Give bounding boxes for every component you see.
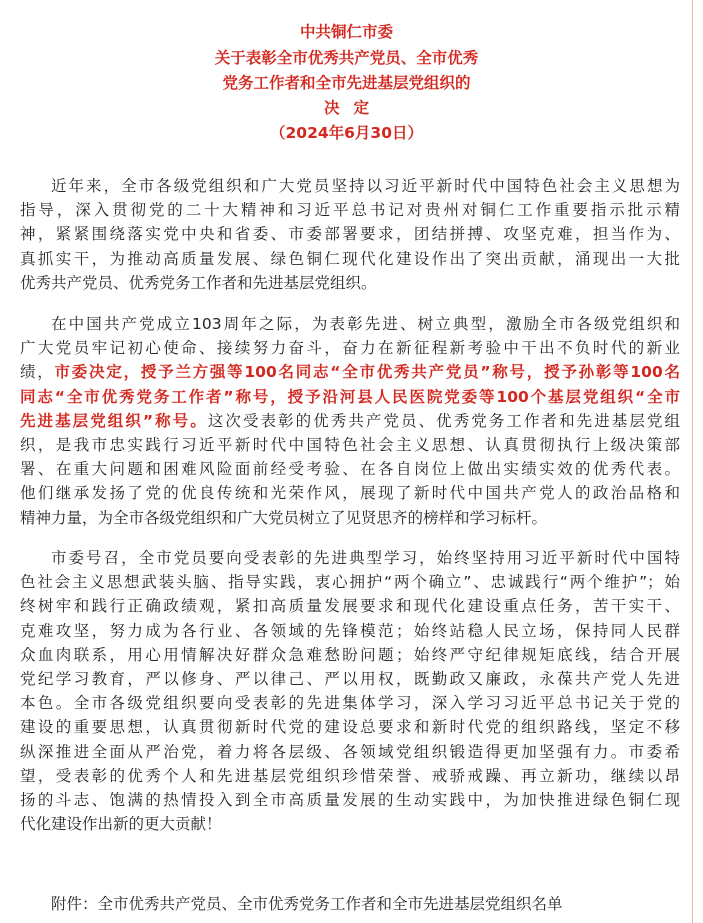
document-title-decision: 决定 <box>323 99 383 117</box>
paragraph-line: 精神力量，为全市各级党组织和广大党员树立了见贤思齐的榜样和学习标杆。 <box>20 508 548 527</box>
paragraph-line: 纵深推进全面从严治党，着力将各层级、各领域党组织锻造得更加坚强有力。市委希 <box>20 742 680 761</box>
paragraph-text: 这次受表彰的优秀共产党员、优秀党务工作者和先进基层党组 <box>207 411 680 430</box>
document-issuer: 中共铜仁市委 <box>299 23 393 41</box>
paragraph-intro <box>20 174 680 295</box>
document-date: （2024年6月30日） <box>270 124 423 142</box>
paragraph-line: 织，是我市忠实践行习近平新时代中国特色社会主义思想、认真贯彻执行上级决策部 <box>20 435 680 454</box>
paragraph-line <box>20 360 680 384</box>
paragraph-text: 绩， <box>20 363 55 382</box>
paragraph-line: 本色。全市各级党组织要向受表彰的先进集体学习，深入学习习近平总书记关于党的 <box>20 694 680 713</box>
document-title-line-1: 关于表彰全市优秀共产党员、全市优秀 <box>214 49 479 67</box>
decision-highlight: 市委决定，授予兰方强等100名同志“全市优秀共产党员”称号，授予孙彰等100名 <box>54 363 680 382</box>
paragraph-line: 近年来，全市各级党组织和广大党员坚持以习近平新时代中国特色社会主义思想为 <box>51 177 680 195</box>
paragraph-line: 神，紧紧围绕落实党中央和省委、市委部署要求，团结拼搏、攻坚克难，担当作为、 <box>20 225 680 244</box>
attachment-note: 附件：全市优秀共产党员、全市优秀党务工作者和全市先进基层党组织名单 <box>51 895 563 913</box>
paragraph-line: 真抓实干，为推动高质量发展、绿色铜仁现代化建设作出了突出贡献，涌现出一大批 <box>20 249 680 268</box>
paragraph-line: 他们继承发扬了党的优良传统和光荣作风，展现了新时代中国共产党人的政治品格和 <box>20 484 680 503</box>
paragraph-line: 扬的斗志、饱满的热情投入到全市高质量发展的生动实践中，为加快推进绿色铜仁现 <box>20 790 680 809</box>
paragraph-line: 色社会主义思想武装头脑、指导实践，衷心拥护“两个确立”、忠诚践行“两个维护”；始 <box>20 573 680 592</box>
paragraph-line: 优秀共产党员、优秀党务工作者和先进基层党组织。 <box>20 273 377 292</box>
document-title-line-2: 党务工作者和全市先进基层党组织的 <box>222 74 471 92</box>
paragraph-line: 署、在重大问题和困难风险面前经受考验、在各自岗位上做出实绩实效的优秀代表。 <box>20 460 680 479</box>
paragraph-line <box>20 409 680 433</box>
paragraph-line: 指导，深入贯彻党的二十大精神和习近平总书记对贵州对铜仁工作重要指示批示精 <box>20 201 680 220</box>
paragraph-line: 代化建设作出新的更大贡献！ <box>20 815 222 834</box>
decision-highlight: 同志“全市优秀党务工作者”称号，授予沿河县人民医院党委等100个基层党组织“全市 <box>20 387 680 406</box>
paragraph-line: 终树牢和践行正确政绩观，紧扣高质量发展要求和现代化建设重点任务，苦干实干、 <box>20 597 680 616</box>
paragraph-line: 市委号召，全市党员要向受表彰的先进典型学习，始终坚持用习近平新时代中国特 <box>51 549 680 567</box>
paragraph-decision <box>20 312 680 530</box>
paragraph-call-to-action <box>20 546 680 836</box>
paragraph-line: 望，受表彰的优秀个人和先进基层党组织珍惜荣誉、戒骄戒躁、再立新功，继续以昂 <box>20 766 680 785</box>
paragraph-line: 在中国共产党成立103周年之际，为表彰先进、树立典型，激励全市各级党组织和 <box>51 315 680 333</box>
paragraph-line: 党纪学习教育，严以修身、严以律己、严以用权，既勤政又廉政，永葆共产党人先进 <box>20 669 680 688</box>
decision-highlight: 先进基层党组织”称号。 <box>20 411 208 430</box>
paragraph-line: 建设的重要思想，认真贯彻新时代党的建设总要求和新时代党的组织路线，坚定不移 <box>20 718 680 737</box>
paragraph-line: 广大党员牢记初心使命、接续努力奋斗，奋力在新征程新考验中干出不负时代的新业 <box>20 339 680 358</box>
paragraph-line: 克难攻坚，努力成为各行业、各领域的先锋模范；始终站稳人民立场，保持同人民群 <box>20 621 680 640</box>
paragraph-line: 众血肉联系，用心用情解决好群众急难愁盼问题；始终严守纪律规矩底线，结合开展 <box>20 645 680 664</box>
